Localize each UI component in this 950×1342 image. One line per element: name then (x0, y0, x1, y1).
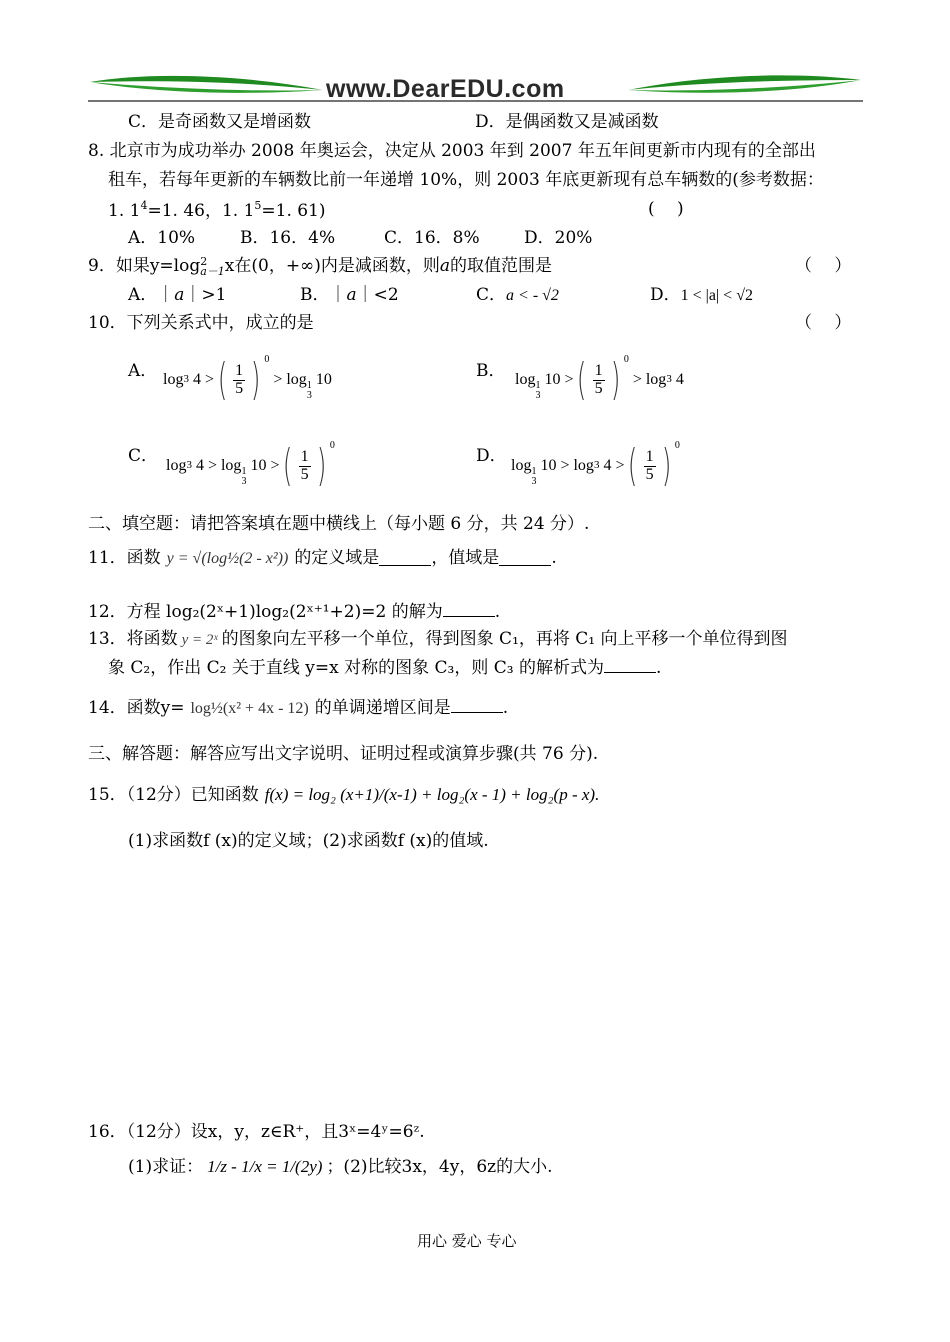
q8-line1: 8. 北京市为成功举办 2008 年奥运会，决定从 2003 年到 2007 年五年间更新市内现有的全部出 (88, 141, 816, 161)
q9-option-c-math: a < - √2 (506, 287, 559, 304)
den: 5 (235, 379, 244, 397)
q9-option-b-label: B．｜ (300, 285, 347, 305)
q16-prefix: (1)求证： (128, 1157, 204, 1177)
right-paren-icon: ) (661, 440, 671, 491)
q9-option-a-var: a (174, 285, 185, 305)
q11-line (88, 548, 557, 568)
q9-option-a-label: A．｜ (128, 285, 175, 305)
gt: > (273, 371, 283, 389)
num: 1 (300, 447, 309, 465)
log-base-frac: 1 3 (531, 466, 537, 487)
q16-line2 (128, 1157, 553, 1177)
log-text: log (645, 371, 667, 389)
q8-line3-b: =1. 46，1. 1 (147, 201, 255, 221)
q8-line2: 租车，若每年更新的车辆数比前一年递增 10%，则 2003 年底更新现有总车辆数的(参考数据： (108, 170, 824, 190)
q13-prefix: 13．将函数 (88, 629, 178, 649)
q9-var: a (439, 256, 450, 276)
arg: 10 (544, 371, 561, 389)
q14-line (88, 698, 508, 718)
q10-stem: 10．下列关系式中，成立的是 (88, 313, 314, 333)
gt: > (632, 371, 642, 389)
q13-formula: y = 2ˣ (181, 632, 218, 648)
q8-option-a: A．10% (128, 228, 196, 248)
q12-end: . (494, 602, 501, 622)
log-base: 3 (183, 373, 189, 386)
exponent: 0 (623, 354, 629, 365)
arg: 10 (250, 457, 267, 475)
exponent: 0 (674, 440, 680, 451)
q14-formula: log½(x² + 4x - 12) (190, 700, 309, 717)
q9-option-d (650, 285, 753, 305)
exponent: 0 (329, 440, 335, 451)
right-paren-icon: ) (610, 354, 620, 405)
q9-option-d-label: D． (650, 285, 681, 305)
q9-option-b-var: a (346, 285, 357, 305)
gt: > (560, 457, 570, 475)
q14-blank[interactable] (451, 698, 503, 713)
q8-line3 (108, 199, 326, 221)
q13-line2-text: 象 C₂，作出 C₂ 关于直线 y=x 对称的图象 C₃，则 C₃ 的解析式为 (108, 658, 604, 678)
log-base: 3 (593, 459, 600, 472)
q12-line (88, 602, 500, 622)
log-text: log (163, 371, 184, 389)
q9-middle: x在(0，+∞)内是减函数，则 (224, 256, 440, 276)
q8-line3-c: =1. 61) (261, 201, 326, 221)
q10-option-d-label: D． (476, 446, 507, 466)
right-paren-icon: ) (316, 440, 326, 491)
q13-line1-rest: 的图象向左平移一个单位，得到图象 C₁，再将 C₁ 向上平移一个单位得到图 (221, 629, 788, 649)
fraction (299, 449, 311, 484)
q8-exp1: 4 (140, 199, 148, 212)
q15-line2: (1)求函数f (x)的定义域；(2)求函数f (x)的值域. (128, 831, 489, 851)
arg: 10 (540, 457, 557, 475)
gt: > (615, 457, 625, 475)
q9-stem (88, 256, 552, 276)
right-paren-icon: ) (251, 354, 261, 405)
q9-option-c (476, 285, 559, 305)
q9-suffix: 的取值范围是 (450, 256, 552, 276)
q10-option-a-label: A． (128, 361, 158, 381)
q9-option-b-end: ｜<2 (356, 285, 399, 305)
log-text: log (220, 457, 242, 475)
q13-line2 (108, 658, 661, 678)
q16-suffix: ；(2)比较3x，4y，6z的大小. (326, 1157, 553, 1177)
q11-end: . (551, 548, 557, 568)
site-logo: www.DearEDU.com (326, 75, 565, 103)
log-text: log (573, 457, 594, 475)
q9-option-a-end: ｜>1 (184, 285, 227, 305)
gt: > (204, 371, 214, 389)
q8-answer-bracket: ( ) (648, 199, 684, 219)
gt: > (270, 457, 280, 475)
log-base-frac: 1 3 (241, 466, 247, 487)
arg: 4 (192, 371, 201, 389)
q9-option-c-label: C． (476, 285, 507, 305)
log-base: 3 (666, 373, 672, 386)
q11-blank-range[interactable] (499, 551, 551, 566)
q9-option-d-math: 1 < |a| < √2 (680, 287, 753, 304)
section3-title: 三、解答题：解答应写出文字说明、证明过程或演算步骤(共 76 分). (88, 744, 599, 764)
q8-option-c: C．16．8% (384, 228, 480, 248)
log-text: log (286, 371, 307, 389)
log-text: log (511, 457, 532, 475)
q11-prefix: 11．函数 (88, 548, 161, 568)
q16-formula: 1/z - 1/x = 1/(2y) (207, 1157, 323, 1176)
num: 1 (645, 447, 654, 465)
q9-prefix: 9．如果y=log (88, 256, 201, 276)
q10-option-c-formula (166, 438, 335, 494)
q9-sup: 2 (200, 254, 208, 268)
q9-option-b (300, 285, 399, 305)
fraction (233, 363, 245, 398)
q10-option-a-formula (163, 352, 332, 408)
num: 1 (594, 361, 603, 379)
q11-mid: ，值域是 (431, 548, 500, 568)
q14-suffix: 的单调递增区间是 (314, 698, 451, 718)
page-footer: 用心 爱心 专心 (417, 1232, 517, 1250)
den: 5 (645, 465, 654, 483)
num: 1 (235, 361, 244, 379)
log-text: log (515, 371, 536, 389)
left-paren-icon: ( (217, 354, 228, 405)
log-base-frac: 1 3 (306, 380, 312, 401)
q13-line1 (88, 629, 788, 649)
gt: > (564, 371, 574, 389)
q7-option-c: C．是奇函数又是增函数 (128, 112, 312, 132)
fraction (593, 363, 605, 398)
log-base-frac: 1 3 (535, 380, 541, 401)
q14-end: . (502, 698, 509, 718)
arg: 10 (315, 371, 332, 389)
q9-option-a (128, 285, 226, 305)
q11-blank-domain[interactable] (379, 551, 431, 566)
log-base: 3 (186, 459, 192, 472)
q14-prefix: 14．函数y= (88, 698, 185, 718)
q15-formula: f(x) = log₂ (x+1)/(x-1) + log₂(x - 1) + log₂(p - x). (264, 785, 600, 804)
q13-end: . (655, 658, 662, 678)
q10-option-b-label: B． (476, 361, 506, 381)
left-paren-icon: ( (283, 440, 293, 491)
log-text: log (166, 457, 187, 475)
arg: 4 (603, 457, 612, 475)
q10-option-d-formula (511, 438, 680, 494)
q8-exp2: 5 (254, 199, 262, 212)
q8-option-b: B．16．4% (240, 228, 336, 248)
fraction (644, 449, 656, 484)
den: 5 (300, 465, 309, 483)
q7-option-d: D．是偶函数又是减函数 (475, 112, 659, 132)
den: 5 (594, 379, 603, 397)
left-paren-icon: ( (577, 354, 587, 405)
left-paren-icon: ( (628, 440, 638, 491)
q10-answer-bracket: （ ） (795, 313, 852, 333)
q12-blank[interactable] (443, 602, 495, 617)
arg: 4 (195, 457, 204, 475)
q12-text: 12．方程 log₂(2ˣ+1)log₂(2ˣ⁺¹+2)=2 的解为 (88, 602, 443, 622)
exponent: 0 (264, 354, 270, 365)
q9-answer-bracket: （ ） (795, 256, 852, 276)
q8-line3-a: 1. 1 (108, 201, 141, 221)
q10-option-c-label: C． (128, 446, 159, 466)
q9-sub: a－1 (200, 264, 225, 278)
gt: > (207, 457, 217, 475)
q10-option-b-formula (515, 352, 684, 408)
q15-prefix: 15．（12分）已知函数 (88, 785, 259, 805)
header-banner (88, 68, 863, 108)
arg: 4 (675, 371, 684, 389)
q15-line1 (88, 785, 599, 805)
q13-blank[interactable] (604, 658, 656, 673)
section2-title: 二、填空题：请把答案填在题中横线上（每小题 6 分，共 24 分）. (88, 514, 590, 534)
q11-formula: y = √(log½(2 - x²)) (166, 549, 289, 567)
q11-suffix: 的定义域是 (294, 548, 380, 568)
q8-option-d: D．20% (524, 228, 593, 248)
q16-line1: 16．（12分）设x，y，z∈R⁺，且3ˣ=4ʸ=6ᶻ. (88, 1122, 425, 1142)
